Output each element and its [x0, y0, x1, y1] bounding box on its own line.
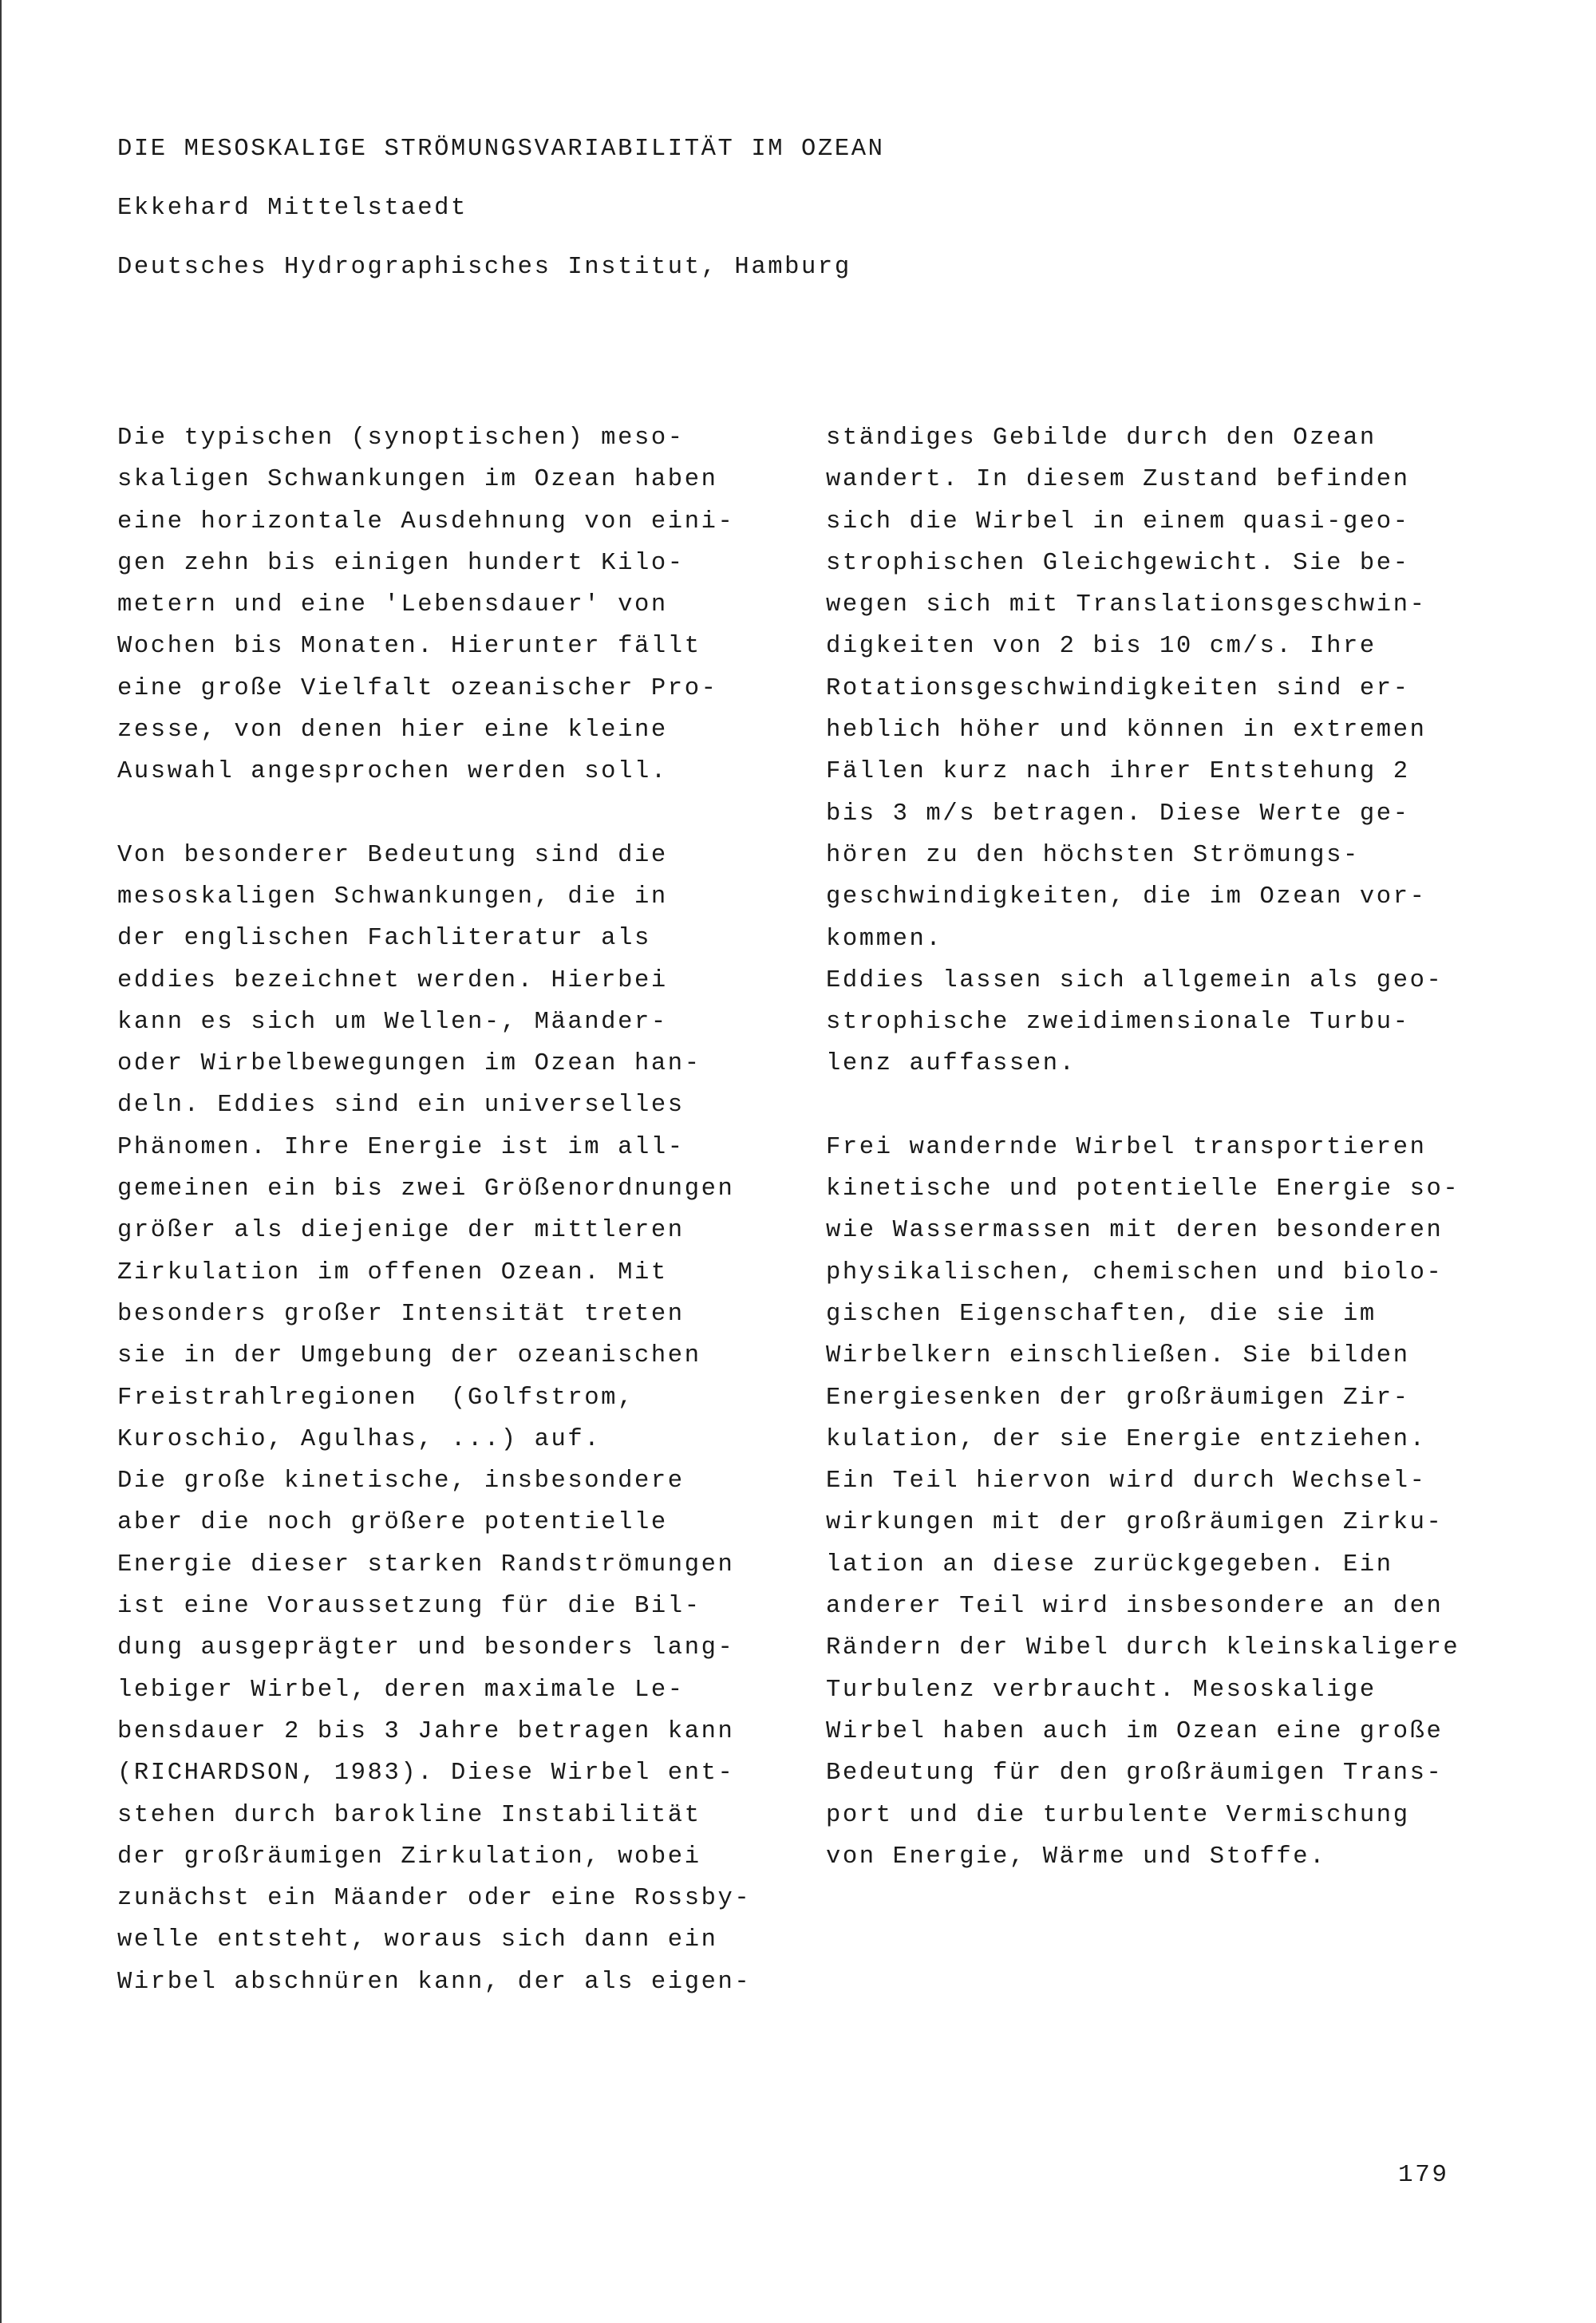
- right-paragraph-2: Eddies lassen sich allgemein als geo- strophische zweidimensionale Turbu- lenz auffassen.: [826, 966, 1444, 1078]
- page-number: 179: [1398, 2161, 1449, 2189]
- author-affiliation: Deutsches Hydrographisches Institut, Hamburg: [117, 254, 851, 281]
- right-column: [826, 417, 1488, 1878]
- left-column: [117, 417, 780, 2003]
- right-paragraph-3: Frei wandernde Wirbel transportieren kinetische und potentielle Energie so- wie Wassermassen mit deren besonderen physikalischen, chemischen und biolo- gischen Eigenschaften, die sie im Wirbelkern einschließen. Sie bilden Energiesenken der großräumigen Zir- kulation, der sie Energie entziehen. Ein Teil hiervon wird durch Wechsel- wirkungen mit der großräumigen Zirku- lation an diese zurückgegeben. Ein anderer Teil wird insbesondere an den Rändern der Wibel durch kleinskaligere Turbulenz verbraucht. Mesoskalige Wirbel haben auch im Ozean eine große Bedeutung für den großräumigen Trans- port und die turbulente Vermischung von Energie, Wärme und Stoffe.: [826, 1133, 1460, 1871]
- author-name: Ekkehard Mittelstaedt: [117, 195, 468, 222]
- left-paragraph-2: Von besonderer Bedeutung sind die mesoskaligen Schwankungen, die in der englischen Fachliteratur als eddies bezeichnet werden. Hierbei kann es sich um Wellen-, Mäander- oder Wirbelbewegungen im Ozean han- deln. Eddies sind ein universelles Phänomen. Ihre Energie ist im all- gemeinen ein bis zwei Größenordnungen größer als diejenige der mittleren Zirkulation im offenen Ozean. Mit besonders großer Intensität treten sie in der Umgebung der ozeanischen Freistrahlregionen (Golfstrom, Kuroschio, Agulhas, ...) auf.: [117, 841, 735, 1453]
- page-edge-rule: [0, 0, 2, 2323]
- left-paragraph-3: Die große kinetische, insbesondere aber die noch größere potentielle Energie dieser starken Randströmungen ist eine Voraussetzung für die Bil- dung ausgeprägter und besonders lang- lebiger Wirbel, deren maximale Le- bensdauer 2 bis 3 Jahre betragen kann (RICHARDSON, 1983). Diese Wirbel ent- stehen durch barokline Instabilität der großräumigen Zirkulation, wobei zunächst ein Mäander oder eine Rossby- welle entsteht, woraus sich dann ein Wirbel abschnüren kann, der als eigen-: [117, 1468, 752, 1996]
- right-paragraph-1: ständiges Gebilde durch den Ozean wandert. In diesem Zustand befinden sich die Wirbel in einem quasi-geo- strophischen Gleichgewicht. Sie be- wegen sich mit Translationsgeschwin- digkeiten von 2 bis 10 cm/s. Ihre Rotationsgeschwindigkeiten sind er- heblich höher und können in extremen Fällen kurz nach ihrer Entstehung 2 bis 3 m/s betragen. Diese Werte ge- hören zu den höchsten Strömungs- geschwindigkeiten, die im Ozean vor- kommen.: [826, 425, 1427, 953]
- paper-title: DIE MESOSKALIGE STRÖMUNGSVARIABILITÄT IM OZEAN: [117, 136, 885, 163]
- left-paragraph-1: Die typischen (synoptischen) meso- skaligen Schwankungen im Ozean haben eine horizontale Ausdehnung von eini- gen zehn bis einigen hundert Kilo- metern und eine 'Lebensdauer' von Wochen bis Monaten. Hierunter fällt eine große Vielfalt ozeanischer Pro- zesse, von denen hier eine kleine Auswahl angesprochen werden soll.: [117, 425, 735, 786]
